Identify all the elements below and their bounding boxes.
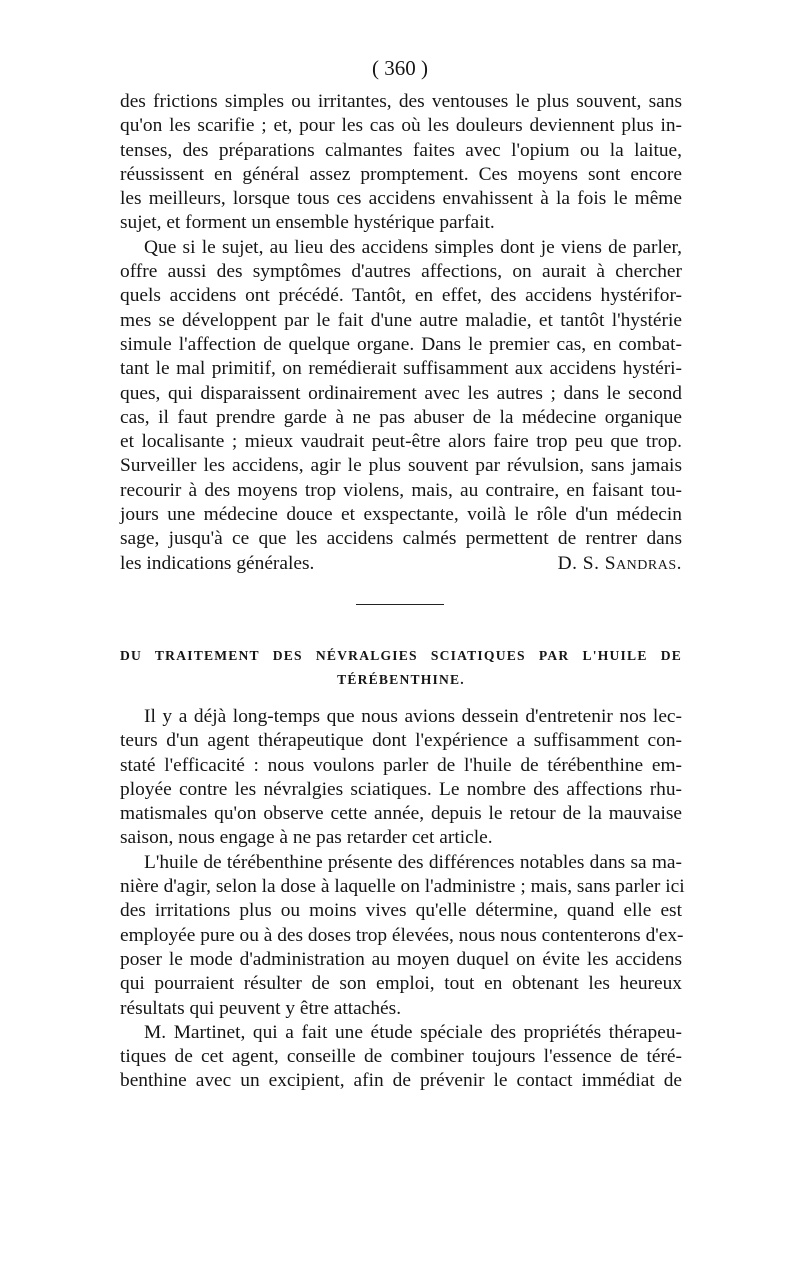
text-line: M. Martinet, qui a fait une étude spéciale des propriétés thérapeu- <box>144 1021 682 1043</box>
text-line: qui pourraient résulter de son emploi, tout en obtenant les heureux <box>120 973 682 995</box>
text-line: qu'on les scarifie ; et, pour les cas où les douleurs deviennent plus in- <box>120 115 682 137</box>
paragraph-container <box>120 705 685 1094</box>
section-divider <box>356 604 444 605</box>
text-line: sujet, et forment un ensemble hystérique parfait. <box>120 212 495 234</box>
text-line: staté l'efficacité : nous voulons parler de l'huile de térébenthine em- <box>120 754 682 776</box>
paragraph-container <box>120 90 682 552</box>
signature-line <box>120 552 682 576</box>
text-line: tenses, des préparations calmantes faites avec l'opium ou la laitue, <box>120 139 682 161</box>
paragraph <box>120 851 685 1021</box>
text-line: employée pure ou à des doses trop élevées, nous nous contenterons d'ex- <box>120 924 684 946</box>
paragraph <box>120 705 682 851</box>
text-line: offre aussi des symptômes d'autres affections, on aurait à chercher <box>120 261 682 283</box>
text-line: nière d'agir, selon la dose à laquelle on l'administre ; mais, sans parler ici <box>120 876 685 898</box>
text-line: ques, qui disparaissent ordinairement avec les autres ; dans le second <box>120 382 682 404</box>
text-line: jours une médecine douce et exspectante, voilà le rôle d'un médecin <box>120 504 682 526</box>
paragraph <box>120 90 682 236</box>
text-line: mes se développent par le fait d'une autre maladie, et tantôt l'hystérie <box>120 309 682 331</box>
text-line: et localisante ; mieux vaudrait peut-être alors faire trop peu que trop. <box>120 431 682 453</box>
article-body <box>120 705 685 1094</box>
text-line: quels accidens ont précédé. Tantôt, en effet, des accidens hystérifor- <box>120 285 682 307</box>
text-line: résultats qui peuvent y être attachés. <box>120 997 402 1019</box>
text-line: simule l'affection de quelque organe. Dans le premier cas, en combat- <box>120 333 682 355</box>
text-line: recourir à des moyens trop violens, mais, au contraire, en faisant tou- <box>120 479 682 501</box>
text-line: saison, nous engage à ne pas retarder cet article. <box>120 827 493 849</box>
text-line: des irritations plus ou moins vives qu'elle détermine, quand elle est <box>120 900 682 922</box>
text-line: L'huile de térébenthine présente des différences notables dans sa ma- <box>144 851 682 873</box>
text-line: Que si le sujet, au lieu des accidens simples dont je viens de parler, <box>144 236 682 258</box>
text-line: sage, jusqu'à ce que les accidens calmés permettent de rentrer dans <box>120 528 682 550</box>
previous-article-text <box>120 90 682 576</box>
author-signature: D. S. Sandras. <box>557 552 682 574</box>
text-line: les meilleurs, lorsque tous ces accidens envahissent à la fois le même <box>120 188 682 210</box>
article-title-line: DU TRAITEMENT DES NÉVRALGIES SCIATIQUES PAR L'HUILE DE <box>120 648 682 663</box>
article-title-line: TÉRÉBENTHINE. <box>337 672 465 687</box>
text-line: des frictions simples ou irritantes, des ventouses le plus souvent, sans <box>120 91 682 112</box>
text-line: ployée contre les névralgies sciatiques. Le nombre des affections rhu- <box>120 778 682 800</box>
text-line: matismales qu'on observe cette année, depuis le retour de la mauvaise <box>120 803 682 825</box>
text-line: réussissent en général assez promptement. Ces moyens sont encore <box>120 163 682 185</box>
text-line: tant le mal primitif, on remédierait suffisamment aux accidens hystéri- <box>120 358 682 380</box>
text-line: benthine avec un excipient, afin de prévenir le contact immédiat de <box>120 1070 682 1092</box>
text-line: teurs d'un agent thérapeutique dont l'expérience a suffisamment con- <box>120 730 682 752</box>
text-line: tiques de cet agent, conseille de combiner toujours l'essence de téré- <box>120 1046 682 1068</box>
paragraph <box>120 236 682 552</box>
text-line: Il y a déjà long-temps que nous avions dessein d'entretenir nos lec- <box>144 706 682 727</box>
paragraph <box>120 1021 682 1094</box>
text-line: Surveiller les accidens, agir le plus souvent par révulsion, sans jamais <box>120 455 682 477</box>
text-line: cas, il faut prendre garde à ne pas abuser de la médecine organique <box>120 406 682 428</box>
page-number: ( 360 ) <box>372 56 428 80</box>
article-title <box>120 644 682 692</box>
text-line: poser le mode d'administration au moyen duquel on évite les accidens <box>120 948 682 970</box>
closing-text: les indications générales. <box>120 552 315 574</box>
